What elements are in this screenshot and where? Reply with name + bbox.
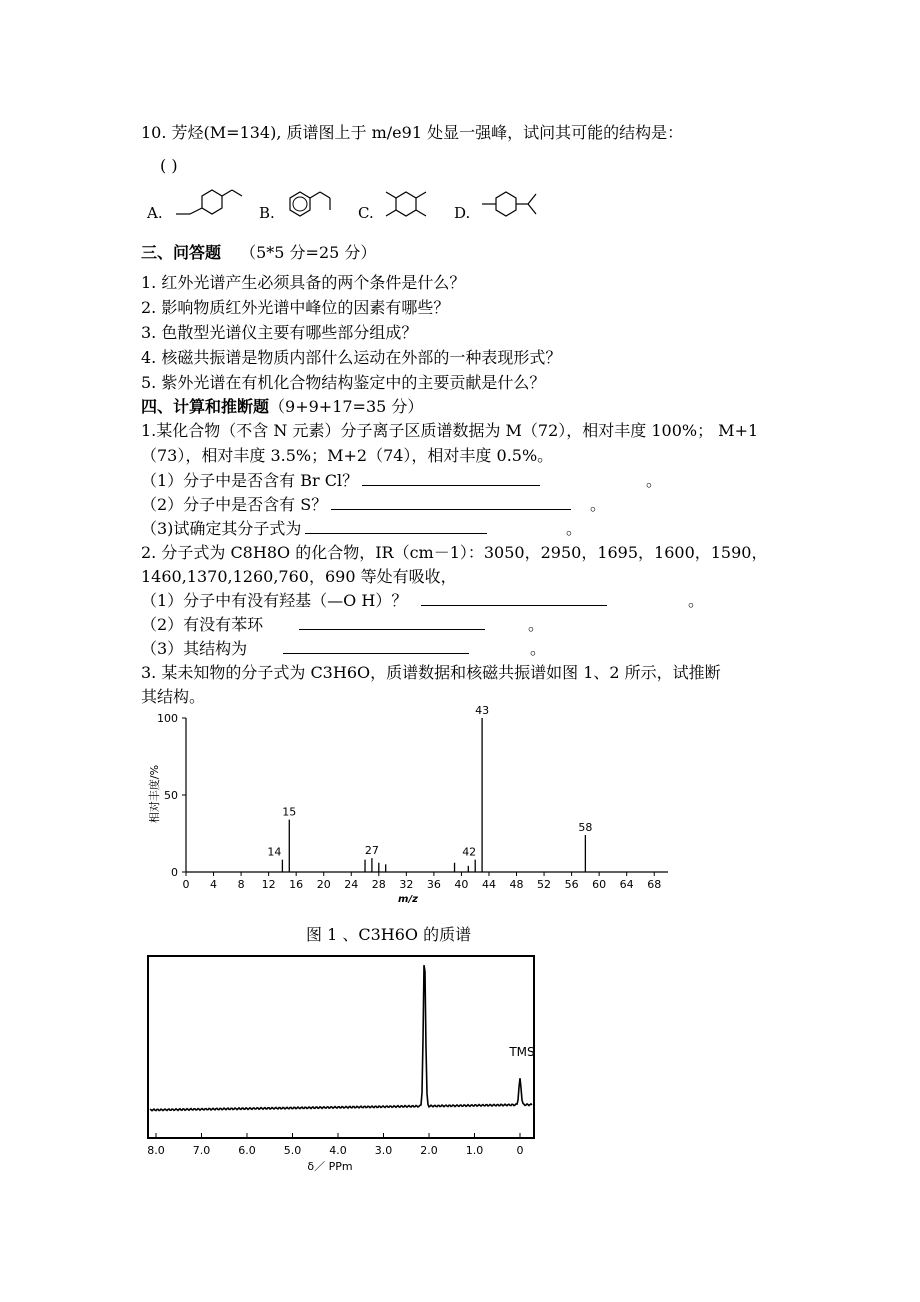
x-tick-label: 4 — [210, 878, 218, 891]
x-axis-label: m/z — [398, 894, 418, 904]
option-c-structure — [378, 186, 438, 224]
x-tick-label: 28 — [371, 878, 386, 891]
problem1-q1 — [141, 468, 540, 491]
nmr-spectrum-line — [150, 965, 535, 1111]
section4-title: 四、计算和推断题 — [141, 397, 270, 416]
period-p1-q3: 。 — [566, 519, 583, 538]
option-a-label: A. — [147, 204, 163, 222]
x-tick-label: 44 — [481, 878, 496, 891]
problem1-line1: 1.某化合物（不含 N 元素）分子离子区质谱数据为 M（72），相对丰度 100%； M+1 — [141, 421, 759, 440]
tms-annotation: TMS — [509, 1045, 535, 1059]
option-b-label: B. — [259, 204, 275, 222]
answer-blank-p2-q1[interactable] — [421, 604, 607, 606]
x-tick-label: 1.0 — [465, 1144, 484, 1157]
answer-blank-p1-q1[interactable] — [362, 484, 540, 486]
peak-label: 43 — [475, 704, 490, 717]
x-tick-label: 48 — [509, 878, 524, 891]
peak-label: 15 — [282, 805, 297, 819]
x-tick-label: 52 — [537, 878, 552, 891]
x-axis-label: δ／ PPm — [307, 1160, 353, 1173]
y-tick-label: 100 — [157, 712, 178, 725]
section3-item-2: 2. 影响物质红外光谱中峰位的因素有哪些？ — [141, 298, 450, 317]
figure1-caption: 图 1 、C3H6O 的质谱 — [306, 925, 472, 944]
problem2-q2-text: （2）有没有苯环 — [141, 615, 264, 634]
y-tick-label: 0 — [171, 866, 178, 879]
problem1-line2: （73），相对丰度 3.5%；M+2（74），相对丰度 0.5%。 — [141, 446, 554, 465]
mass-spectrum-chart — [140, 704, 680, 904]
section3-score: （5*5 分=25 分） — [240, 243, 377, 262]
q10-stem: 10. 芳烃(M=134), 质谱图上于 m/e91 处显一强峰，试问其可能的结构是： — [141, 123, 684, 142]
period-p1-q2: 。 — [590, 495, 607, 514]
y-tick-label: 50 — [164, 789, 178, 802]
problem2-q3-text: （3）其结构为 — [141, 639, 248, 658]
answer-blank-p2-q3[interactable] — [283, 652, 469, 654]
x-tick-label: 4.0 — [329, 1144, 347, 1157]
x-tick-label: 16 — [289, 878, 304, 891]
x-tick-label: 8.0 — [147, 1144, 165, 1157]
problem2-q3 — [141, 636, 469, 659]
peak-label: 42 — [462, 845, 477, 859]
x-tick-label: 2.0 — [420, 1144, 438, 1157]
option-b-structure — [282, 188, 352, 222]
x-tick-label: 20 — [316, 878, 331, 891]
x-tick-label: 3.0 — [374, 1144, 393, 1157]
period-p1-q1: 。 — [646, 471, 663, 490]
problem3-line2: 其结构。 — [141, 687, 206, 706]
period-p2-q2: 。 — [528, 615, 545, 634]
problem2-q1 — [141, 588, 607, 611]
q10-answer-paren: ( ) — [160, 156, 178, 175]
answer-blank-p1-q2[interactable] — [331, 508, 571, 510]
x-tick-label: 7.0 — [192, 1144, 211, 1157]
problem1-q1-text: （1）分子中是否含有 Br Cl？ — [141, 471, 359, 490]
option-d-label: D. — [454, 204, 471, 222]
problem2-line2: 1460,1370,1260,760，690 等处有吸收， — [141, 567, 457, 586]
x-tick-label: 36 — [426, 878, 441, 891]
problem3-line1: 3. 某未知物的分子式为 C3H6O，质谱数据和核磁共振谱如图 1、2 所示，试推断 — [141, 663, 721, 682]
section3-item-4: 4. 核磁共振谱是物质内部什么运动在外部的一种表现形式？ — [141, 348, 562, 367]
nmr-spectrum-chart — [140, 950, 550, 1178]
x-tick-label: 5.0 — [283, 1144, 302, 1157]
x-tick-label: 6.0 — [238, 1144, 256, 1157]
answer-blank-p1-q3[interactable] — [305, 532, 487, 534]
x-tick-label: 24 — [344, 878, 359, 891]
section3-title: 三、问答题 — [141, 243, 222, 262]
option-c-label: C. — [358, 204, 374, 222]
x-tick-label: 56 — [564, 878, 579, 891]
problem2-line1: 2. 分子式为 C8H8O 的化合物，IR（cm－1）：3050，2950，1695，1600，1590， — [141, 543, 768, 562]
x-tick-label: 64 — [619, 878, 634, 891]
peak-label: 27 — [364, 844, 379, 858]
x-tick-label: 12 — [261, 878, 276, 891]
x-tick-label: 32 — [399, 878, 414, 891]
section4-score: （9+9+17=35 分） — [269, 397, 424, 416]
period-p2-q1: 。 — [688, 591, 705, 610]
problem1-q3 — [141, 516, 487, 539]
nmr-frame — [148, 956, 534, 1138]
section3-item-3: 3. 色散型光谱仪主要有哪些部分组成？ — [141, 323, 418, 342]
x-tick-label: 40 — [454, 878, 469, 891]
x-tick-label: 0 — [516, 1144, 524, 1157]
problem1-q3-text: （3)试确定其分子式为 — [141, 519, 302, 538]
problem1-q2 — [141, 492, 571, 515]
problem1-q2-text: （2）分子中是否含有 S？ — [141, 495, 328, 514]
section3-item-5: 5. 紫外光谱在有机化合物结构鉴定中的主要贡献是什么？ — [141, 373, 546, 392]
section3-heading — [141, 240, 376, 263]
problem2-q2 — [141, 612, 485, 635]
section3-item-1: 1. 红外光谱产生必须具备的两个条件是什么？ — [141, 273, 466, 292]
section4-heading — [141, 394, 423, 417]
peak-label: 58 — [578, 821, 593, 835]
x-tick-label: 0 — [182, 878, 190, 891]
x-tick-label: 60 — [592, 878, 607, 891]
option-d-structure — [476, 188, 550, 222]
x-tick-label: 68 — [647, 878, 662, 891]
peak-label: 14 — [267, 845, 282, 859]
answer-blank-p2-q2[interactable] — [299, 628, 485, 630]
y-axis-label: 相对丰度/% — [148, 764, 161, 824]
x-tick-label: 8 — [237, 878, 245, 891]
period-p2-q3: 。 — [530, 639, 547, 658]
problem2-q1-text: （1）分子中有没有羟基（—O H）？ — [141, 591, 408, 610]
option-a-structure — [170, 186, 248, 222]
